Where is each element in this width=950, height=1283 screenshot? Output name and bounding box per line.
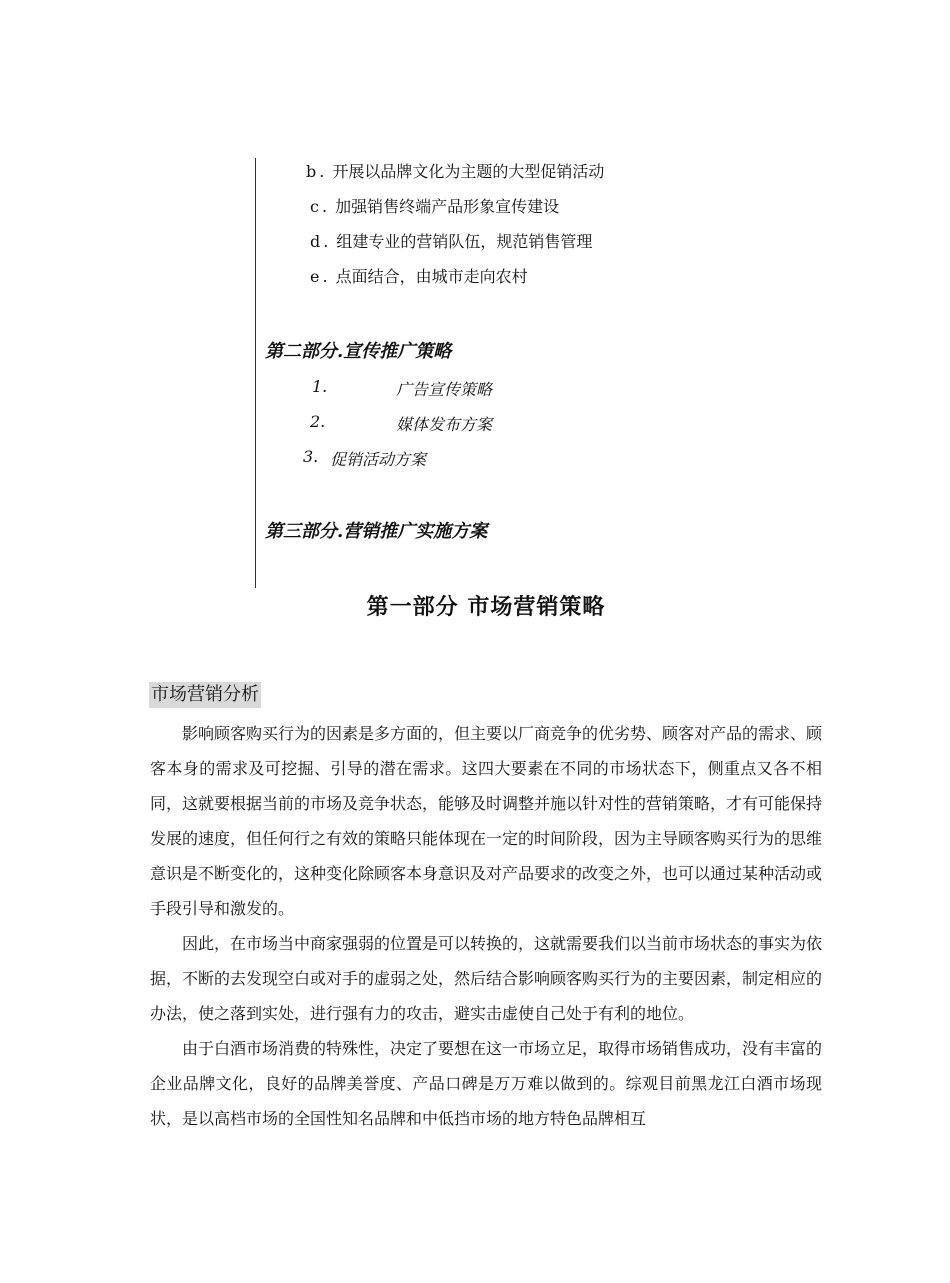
outline-item-mark: e. — [310, 267, 331, 286]
part2-item-3-text: 促销活动方案 — [330, 450, 427, 469]
part2-item-2-text: 媒体发布方案 — [396, 415, 493, 434]
body-paragraph-3: 由于白酒市场消费的特殊性，决定了要想在这一市场立足，取得市场销售成功，没有丰富的企业品牌文化，良好的品牌美誉度、产品口碑是万万难以做到的。综观目前黑龙江白酒市场现状，是以高档市场的全国性知名品牌和中低挡市场的地方特色品牌相互 — [150, 1039, 823, 1128]
outline-item-mark: d. — [310, 232, 332, 251]
part2-item-3-number: 3. — [303, 447, 319, 466]
outline-item-mark: b. — [306, 162, 328, 181]
body-paragraph-2: 因此，在市场当中商家强弱的位置是可以转换的，这就需要我们以当前市场状态的事实为依据，不断的去发现空白或对手的虚弱之处，然后结合影响顾客购买行为的主要因素，制定相应的办法，使之落到实处，进行强有力的攻击，避实击虚使自己处于有利的地位。 — [150, 934, 823, 1023]
chapter-title: 第一部分 市场营销策略 — [366, 594, 606, 620]
section-body — [150, 716, 822, 1136]
part2-item-1-text: 广告宣传策略 — [396, 380, 493, 399]
part2-item-2-number: 2. — [310, 412, 326, 431]
outline-item-text: 点面结合，由城市走向农村 — [335, 267, 528, 286]
outline-item-b — [306, 162, 604, 182]
section-label: 市场营销分析 — [149, 682, 261, 708]
outline-item-d — [310, 232, 592, 252]
part2-item-1-number: 1. — [312, 377, 328, 396]
outline-vertical-rule — [255, 158, 256, 588]
outline-item-e — [310, 267, 528, 287]
outline-item-mark: c. — [310, 197, 331, 216]
outline-item-c — [310, 197, 559, 217]
body-paragraph-1: 影响顾客购买行为的因素是多方面的，但主要以厂商竞争的优劣势、顾客对产品的需求、顾客本身的需求及可挖掘、引导的潜在需求。这四大要素在不同的市场状态下，侧重点又各不相同，这就要根据当前的市场及竞争状态，能够及时调整并施以针对性的营销策略，才有可能保持发展的速度，但任何行之有效的策略只能体现在一定的时间阶段，因为主导顾客购买行为的思维意识是不断变化的，这种变化除顾客本身意识及对产品要求的改变之外，也可以通过某种活动或手段引导和激发的。 — [150, 724, 823, 918]
outline-item-text: 组建专业的营销队伍，规范销售管理 — [336, 232, 593, 251]
outline-item-text: 加强销售终端产品形象宣传建设 — [335, 197, 560, 216]
part2-heading: 第二部分.宣传推广策略 — [265, 341, 452, 362]
outline-item-text: 开展以品牌文化为主题的大型促销活动 — [332, 162, 605, 181]
part3-heading: 第三部分.营销推广实施方案 — [265, 521, 488, 542]
